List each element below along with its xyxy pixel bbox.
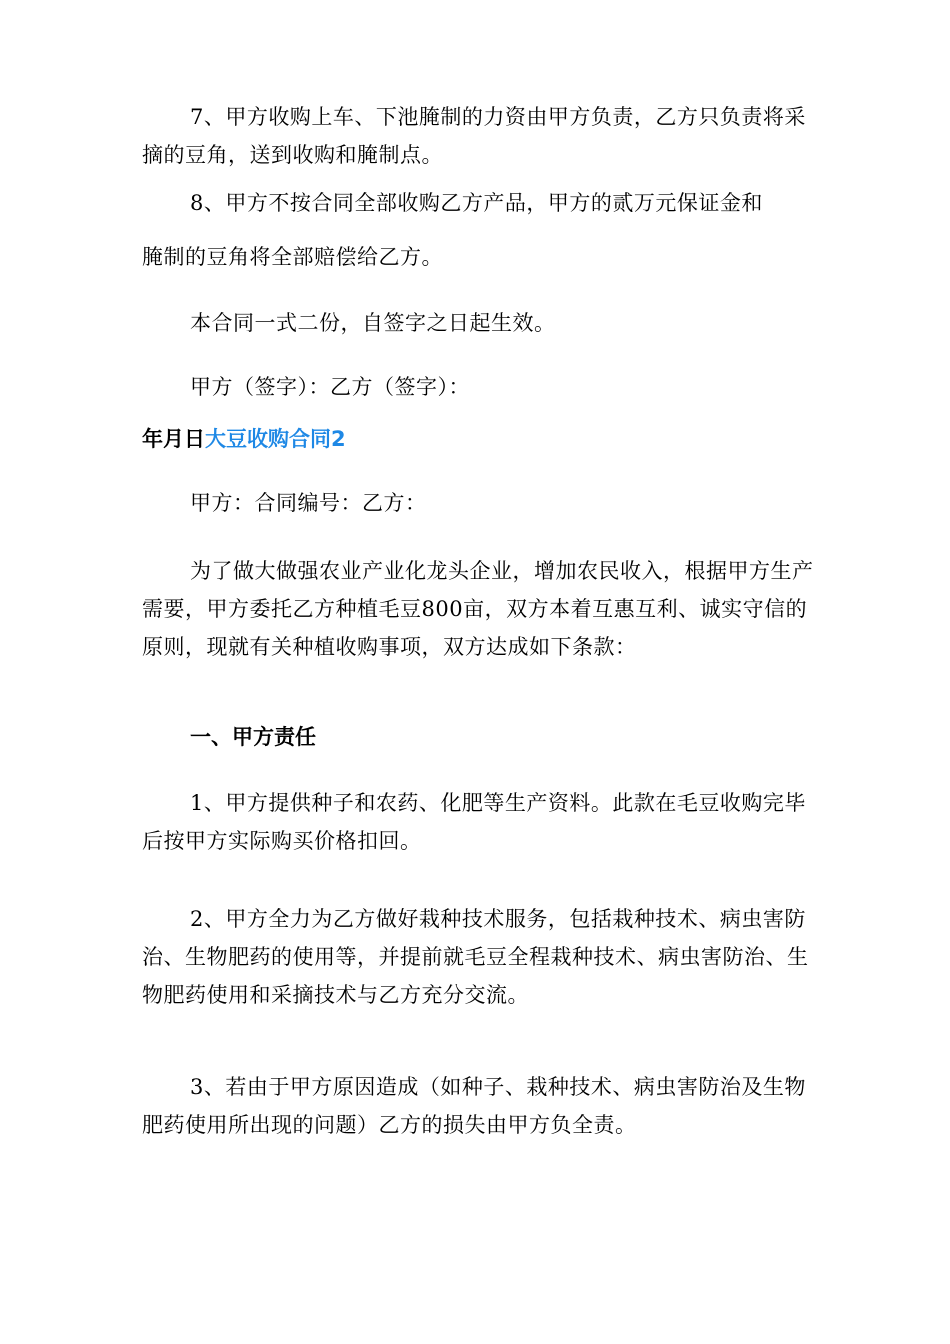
clause-7: 7、甲方收购上车、下池腌制的力资由甲方负责，乙方只负责将采摘的豆角，送到收购和腌制点。 — [142, 105, 806, 167]
clause-8-line-1: 8、甲方不按合同全部收购乙方产品，甲方的贰万元保证金和 — [190, 191, 763, 215]
date-prefix: 年月日 — [142, 427, 205, 451]
contract-heading — [142, 424, 346, 454]
copies-clause: 本合同一式二份，自签字之日起生效。 — [190, 311, 556, 335]
item-1: 1、甲方提供种子和农药、化肥等生产资料。此款在毛豆收购完毕后按甲方实际购买价格扣回。 — [142, 791, 806, 853]
item-2: 2、甲方全力为乙方做好栽种技术服务，包括栽种技术、病虫害防治、生物肥药的使用等，并提前就毛豆全程栽种技术、病虫害防治、生物肥药使用和采摘技术与乙方充分交流。 — [142, 907, 809, 1007]
contract-title-link[interactable]: 大豆收购合同2 — [205, 427, 346, 451]
section-1-title: 一、甲方责任 — [190, 725, 316, 749]
clause-8-line-2: 腌制的豆角将全部赔偿给乙方。 — [142, 245, 443, 269]
item-3: 3、若由于甲方原因造成（如种子、栽种技术、病虫害防治及生物肥药使用所出现的问题）乙方的损失由甲方负全责。 — [142, 1075, 806, 1137]
parties-line: 甲方：合同编号：乙方： — [190, 491, 427, 515]
signature-line: 甲方（签字）：乙方（签字）： — [190, 375, 470, 399]
intro-paragraph: 为了做大做强农业产业化龙头企业，增加农民收入，根据甲方生产需要，甲方委托乙方种植毛豆800亩，双方本着互惠互利、诚实守信的原则，现就有关种植收购事项，双方达成如下条款： — [142, 559, 814, 659]
